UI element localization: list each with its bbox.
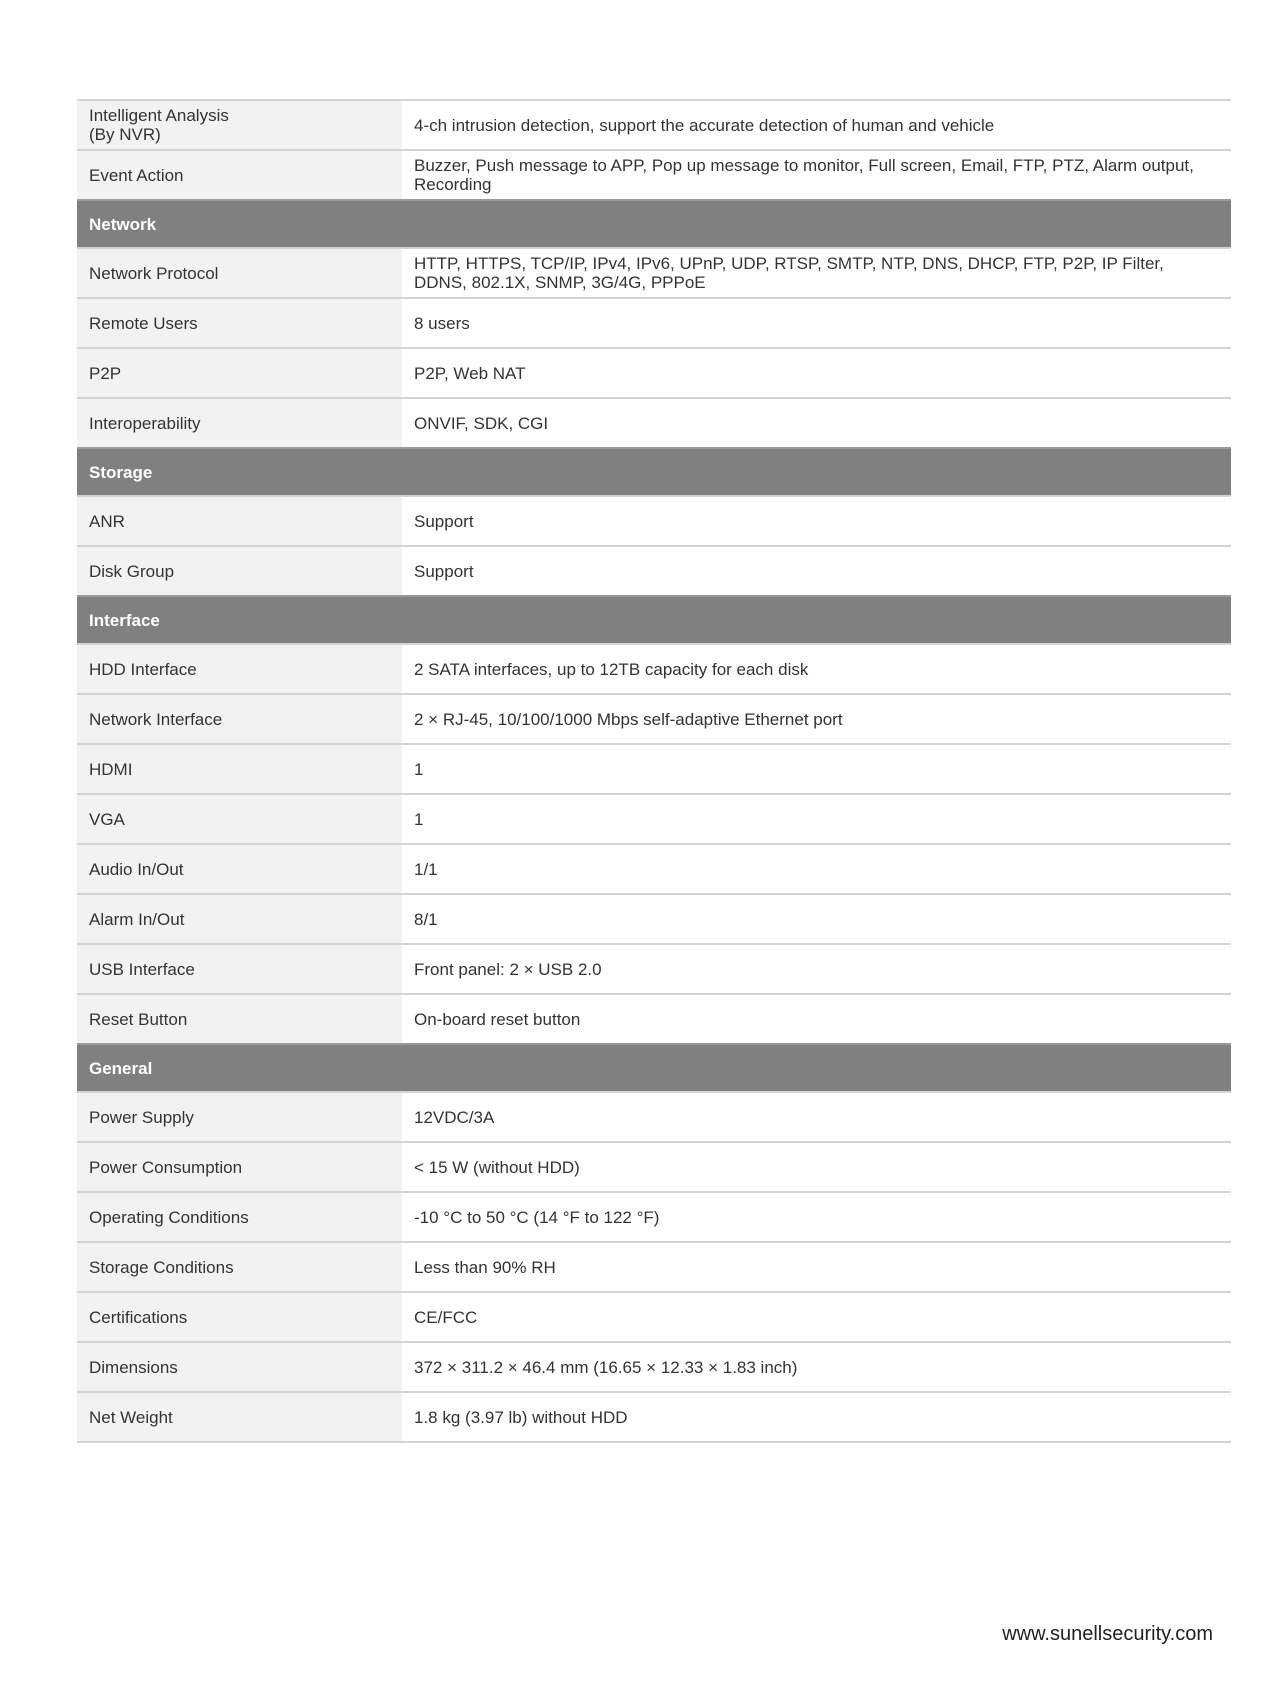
spec-row [77, 1292, 1231, 1342]
section-header-row [77, 596, 1231, 644]
spec-row [77, 348, 1231, 398]
spec-row [77, 744, 1231, 794]
spec-value: < 15 W (without HDD) [414, 1157, 580, 1177]
spec-label-cell [77, 1192, 402, 1242]
spec-value: HTTP, HTTPS, TCP/IP, IPv4, IPv6, UPnP, UDP, RTSP, SMTP, NTP, DNS, DHCP, FTP, P2P, IP Filter, DDNS, 802.1X, SNMP, 3G/4G, PPPoE [414, 254, 1164, 292]
spec-value: 2 × RJ-45, 10/100/1000 Mbps self-adaptive Ethernet port [414, 709, 843, 729]
spec-value: 4-ch intrusion detection, support the accurate detection of human and vehicle [414, 115, 995, 135]
spec-label-cell [77, 348, 402, 398]
spec-row [77, 694, 1231, 744]
spec-row [77, 150, 1231, 200]
spec-value-cell [402, 894, 1231, 944]
spec-row [77, 1242, 1231, 1292]
section-header-row [77, 448, 1231, 496]
spec-value: -10 °C to 50 °C (14 °F to 122 °F) [414, 1207, 660, 1227]
spec-value-cell [402, 744, 1231, 794]
spec-label: Certifications [89, 1307, 188, 1327]
spec-row [77, 944, 1231, 994]
spec-label: Reset Button [89, 1009, 188, 1029]
spec-row [77, 1392, 1231, 1442]
spec-value-cell [402, 248, 1231, 298]
spec-value-cell [402, 1242, 1231, 1292]
spec-label: HDD Interface [89, 659, 197, 679]
spec-label: Audio In/Out [89, 859, 184, 879]
spec-value: Support [414, 511, 474, 531]
spec-value: 1 [414, 809, 424, 829]
spec-value: On-board reset button [414, 1009, 581, 1029]
spec-label: Network Interface [89, 709, 223, 729]
spec-table [77, 99, 1231, 1443]
spec-row [77, 1142, 1231, 1192]
spec-label: Disk Group [89, 561, 175, 581]
spec-row [77, 248, 1231, 298]
spec-row [77, 844, 1231, 894]
section-header: General [77, 1044, 1231, 1092]
spec-value: 1 [414, 759, 424, 779]
spec-value: 12VDC/3A [414, 1107, 495, 1127]
spec-label: Network Protocol [89, 263, 219, 283]
spec-label-cell [77, 1092, 402, 1142]
spec-row [77, 496, 1231, 546]
spec-label: HDMI [89, 759, 133, 779]
spec-label: Remote Users [89, 313, 198, 333]
spec-value-cell [402, 100, 1231, 150]
spec-label-cell [77, 248, 402, 298]
spec-value-cell [402, 348, 1231, 398]
spec-label-cell [77, 1392, 402, 1442]
spec-label: Storage Conditions [89, 1257, 234, 1277]
spec-value-cell [402, 298, 1231, 348]
spec-value-cell [402, 694, 1231, 744]
spec-row [77, 398, 1231, 448]
spec-row [77, 994, 1231, 1044]
spec-table-body [77, 100, 1231, 1442]
spec-value-cell [402, 1392, 1231, 1442]
spec-row [77, 894, 1231, 944]
spec-value-cell [402, 496, 1231, 546]
spec-value: Front panel: 2 × USB 2.0 [414, 959, 602, 979]
spec-value-cell [402, 398, 1231, 448]
spec-label: Net Weight [89, 1407, 173, 1427]
footer-website-url: www.sunellsecurity.com [1002, 1623, 1213, 1645]
spec-value: Support [414, 561, 474, 581]
spec-label-cell [77, 398, 402, 448]
spec-row [77, 1092, 1231, 1142]
spec-row [77, 794, 1231, 844]
section-header: Network [77, 200, 1231, 248]
spec-row [77, 298, 1231, 348]
spec-label-cell [77, 644, 402, 694]
spec-label-cell [77, 546, 402, 596]
spec-value: 1/1 [414, 859, 438, 879]
section-header: Storage [77, 448, 1231, 496]
spec-value-cell [402, 1292, 1231, 1342]
spec-row [77, 1192, 1231, 1242]
spec-row [77, 100, 1231, 150]
spec-value-cell [402, 1092, 1231, 1142]
spec-value: Less than 90% RH [414, 1257, 556, 1277]
section-header-row [77, 1044, 1231, 1092]
spec-label-cell [77, 150, 402, 200]
spec-label: Operating Conditions [89, 1207, 249, 1227]
spec-label-cell [77, 994, 402, 1044]
section-header: Interface [77, 596, 1231, 644]
spec-value-cell [402, 994, 1231, 1044]
spec-label: Power Consumption [89, 1157, 243, 1177]
spec-value-cell [402, 1342, 1231, 1392]
spec-label: Interoperability [89, 413, 201, 433]
spec-value-cell [402, 944, 1231, 994]
spec-value: 1.8 kg (3.97 lb) without HDD [414, 1407, 628, 1427]
spec-label-cell [77, 894, 402, 944]
spec-value-cell [402, 1142, 1231, 1192]
spec-label-cell [77, 100, 402, 150]
spec-label-cell [77, 1142, 402, 1192]
spec-value: 8 users [414, 313, 470, 333]
spec-label-cell [77, 844, 402, 894]
spec-label-cell [77, 1242, 402, 1292]
spec-value-cell [402, 1192, 1231, 1242]
spec-value: 372 × 311.2 × 46.4 mm (16.65 × 12.33 × 1.83 inch) [414, 1357, 798, 1377]
spec-label-cell [77, 496, 402, 546]
spec-label: Event Action [89, 165, 184, 185]
section-header-row [77, 200, 1231, 248]
spec-value: 8/1 [414, 909, 438, 929]
spec-label-cell [77, 1292, 402, 1342]
spec-value: Buzzer, Push message to APP, Pop up message to monitor, Full screen, Email, FTP, PTZ, Alarm output, Recording [414, 156, 1194, 194]
spec-label: Alarm In/Out [89, 909, 185, 929]
spec-label: VGA [89, 809, 125, 829]
spec-label-cell [77, 944, 402, 994]
spec-value: ONVIF, SDK, CGI [414, 413, 549, 433]
spec-row [77, 1342, 1231, 1392]
spec-value: P2P, Web NAT [414, 363, 526, 383]
spec-label: USB Interface [89, 959, 195, 979]
spec-row [77, 546, 1231, 596]
spec-label: Intelligent Analysis (By NVR) [89, 106, 229, 144]
spec-value-cell [402, 546, 1231, 596]
spec-label-cell [77, 298, 402, 348]
spec-label-cell [77, 694, 402, 744]
spec-value-cell [402, 794, 1231, 844]
spec-label: P2P [89, 363, 122, 383]
spec-label-cell [77, 744, 402, 794]
spec-value-cell [402, 150, 1231, 200]
spec-row [77, 644, 1231, 694]
spec-label: Power Supply [89, 1107, 194, 1127]
spec-label: Dimensions [89, 1357, 178, 1377]
spec-value-cell [402, 844, 1231, 894]
spec-label: ANR [89, 511, 125, 531]
spec-label-cell [77, 1342, 402, 1392]
spec-label-cell [77, 794, 402, 844]
spec-value: CE/FCC [414, 1307, 478, 1327]
spec-value: 2 SATA interfaces, up to 12TB capacity for each disk [414, 659, 809, 679]
spec-value-cell [402, 644, 1231, 694]
